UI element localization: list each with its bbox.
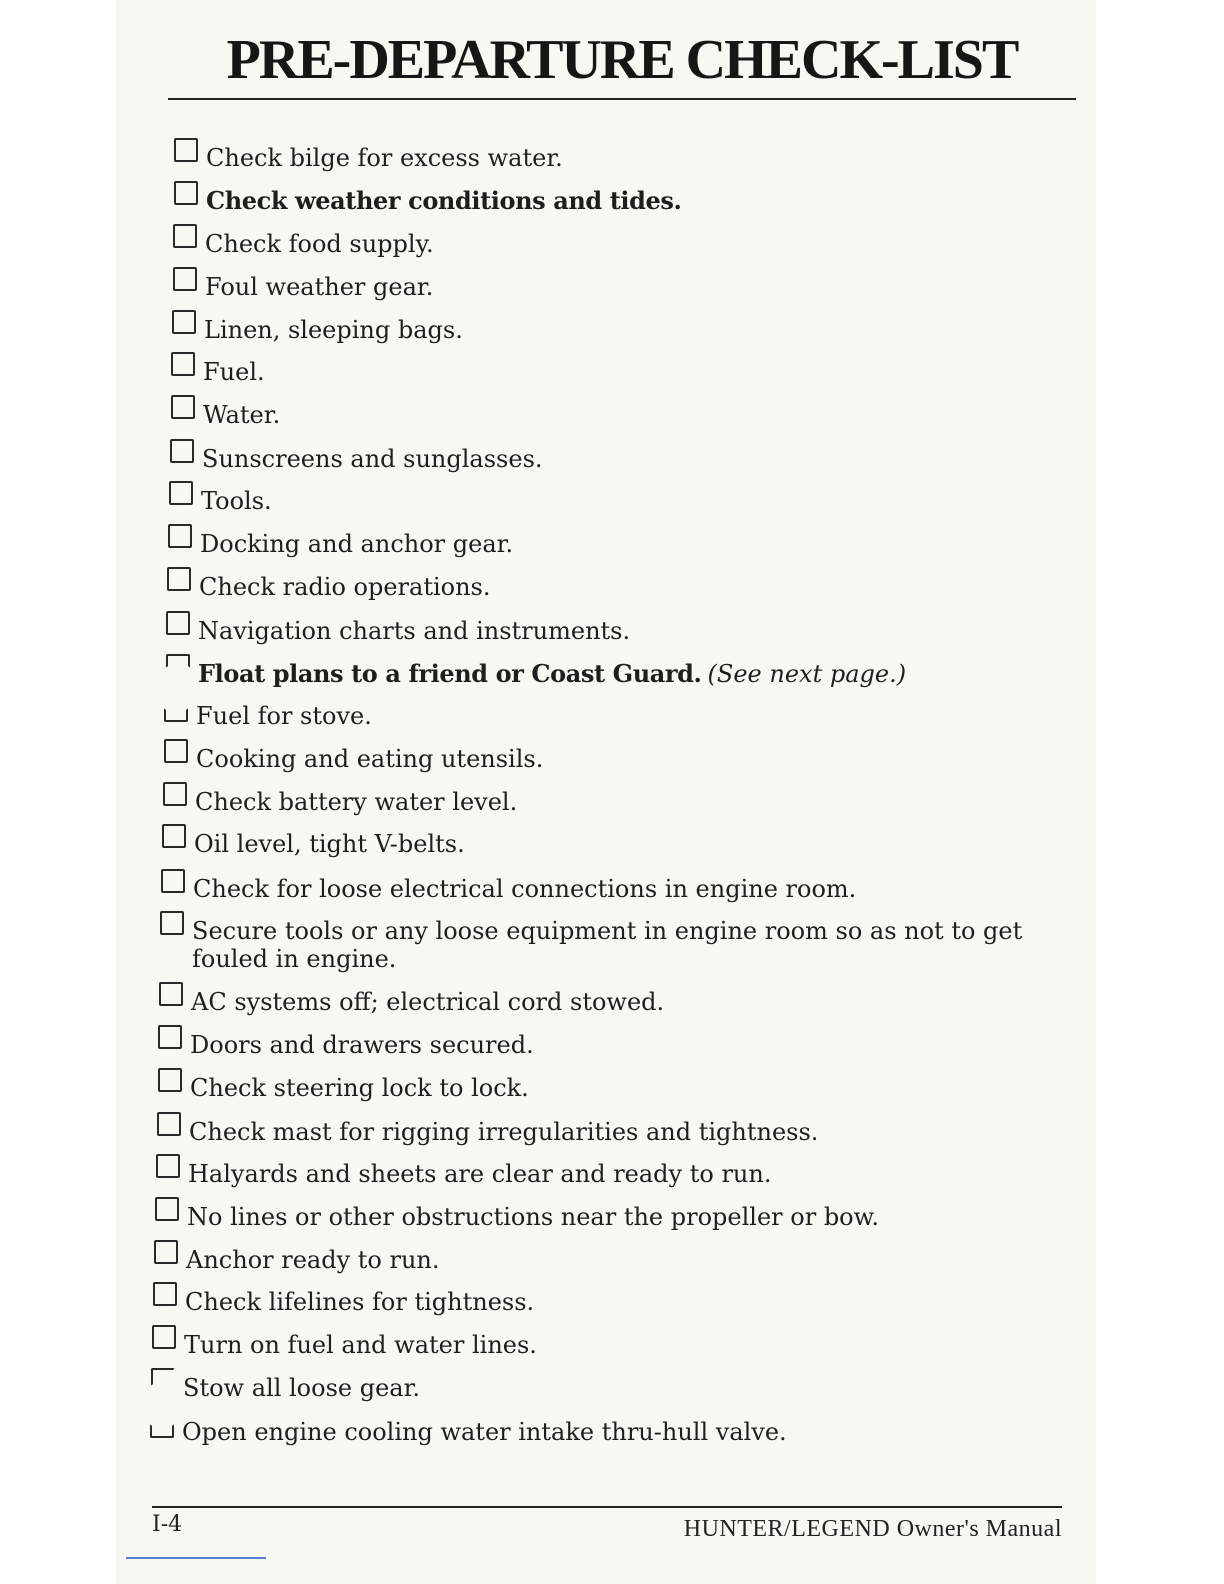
item-label: Check bilge for excess water. xyxy=(206,144,563,172)
item-label: Check steering lock to lock. xyxy=(190,1074,529,1102)
item-label: Cooking and eating utensils. xyxy=(196,745,544,773)
checkbox-icon[interactable] xyxy=(173,224,197,248)
item-label: Check lifelines for tightness. xyxy=(185,1288,535,1316)
item-label: Fuel for stove. xyxy=(196,702,372,730)
item-label: Foul weather gear. xyxy=(205,273,434,301)
checkbox-icon[interactable] xyxy=(171,352,195,376)
checklist-item xyxy=(158,1074,529,1102)
item-label: Water. xyxy=(203,401,281,429)
item-label: Anchor ready to run. xyxy=(186,1246,440,1274)
checkbox-icon[interactable] xyxy=(164,739,188,763)
blue-underline xyxy=(126,1557,266,1559)
checklist-item xyxy=(166,617,630,645)
checklist xyxy=(116,0,1096,1480)
checklist-item xyxy=(157,1118,818,1146)
checkbox-icon[interactable] xyxy=(163,782,187,806)
checkbox-icon[interactable] xyxy=(172,310,196,334)
checkbox-icon[interactable] xyxy=(174,138,198,162)
checkbox-icon[interactable] xyxy=(174,181,198,205)
checkbox-icon[interactable] xyxy=(171,395,195,419)
checkbox-icon[interactable] xyxy=(154,1240,178,1264)
item-label: Check weather conditions and tides. xyxy=(206,186,682,215)
manual-page xyxy=(116,0,1096,1584)
checkbox-icon[interactable] xyxy=(160,911,184,935)
checklist-item xyxy=(172,316,463,344)
checklist-item xyxy=(174,144,563,172)
item-note: (See next page.) xyxy=(707,660,907,688)
checkbox-icon[interactable] xyxy=(155,1197,179,1221)
item-label: AC systems off; electrical cord stowed. xyxy=(191,988,665,1016)
checklist-item xyxy=(171,358,265,386)
footer-rule xyxy=(152,1506,1062,1508)
checklist-item xyxy=(152,1331,537,1359)
item-label: Doors and drawers secured. xyxy=(190,1031,534,1059)
item-label: Turn on fuel and water lines. xyxy=(184,1331,537,1359)
checklist-item xyxy=(173,273,433,301)
item-label: Check radio operations. xyxy=(199,573,491,601)
checkbox-icon[interactable] xyxy=(153,1282,177,1306)
checklist-item xyxy=(161,875,856,903)
item-label: Check battery water level. xyxy=(195,788,518,816)
checklist-item xyxy=(169,487,272,515)
item-label: Linen, sleeping bags. xyxy=(204,316,463,344)
item-label: Docking and anchor gear. xyxy=(200,530,514,558)
item-label: Stow all loose gear. xyxy=(183,1374,421,1402)
checkbox-icon[interactable] xyxy=(161,869,185,893)
item-label: Secure tools or any loose equipment in engine room so as not to get fouled in engine. xyxy=(192,917,1023,973)
item-label: Navigation charts and instruments. xyxy=(198,617,631,645)
checkbox-icon[interactable] xyxy=(167,567,191,591)
checklist-item xyxy=(160,917,1050,973)
item-label: Check for loose electrical connections in engine room. xyxy=(193,875,857,903)
item-label: Float plans to a friend or Coast Guard. xyxy=(198,659,702,688)
item-label: Fuel. xyxy=(203,358,265,386)
checklist-item xyxy=(171,401,280,429)
item-label: No lines or other obstructions near the propeller or bow. xyxy=(187,1203,879,1231)
checklist-item xyxy=(162,830,465,858)
item-label: Oil level, tight V-belts. xyxy=(194,830,465,858)
checkbox-icon[interactable] xyxy=(162,824,186,848)
checklist-item xyxy=(168,530,513,558)
checkbox-icon[interactable] xyxy=(157,1112,181,1136)
checklist-item xyxy=(170,445,543,473)
checkbox-icon[interactable] xyxy=(170,439,194,463)
checkbox-icon[interactable] xyxy=(164,708,188,722)
checklist-item xyxy=(163,788,517,816)
checkbox-icon[interactable] xyxy=(150,1424,174,1438)
item-label: Sunscreens and sunglasses. xyxy=(202,445,543,473)
checklist-item xyxy=(155,1203,879,1231)
checklist-item xyxy=(174,187,681,215)
checklist-item xyxy=(156,1160,771,1188)
manual-title: HUNTER/LEGEND Owner's Manual xyxy=(683,1516,1062,1542)
checklist-item xyxy=(154,1246,440,1274)
checkbox-icon[interactable] xyxy=(158,1068,182,1092)
checkbox-icon[interactable] xyxy=(168,524,192,548)
checkbox-icon[interactable] xyxy=(156,1154,180,1178)
checkbox-icon[interactable] xyxy=(169,481,193,505)
checkbox-icon[interactable] xyxy=(152,1325,176,1349)
item-label: Check mast for rigging irregularities and tightness. xyxy=(189,1118,819,1146)
item-label: Open engine cooling water intake thru-hull valve. xyxy=(182,1418,787,1446)
checklist-item xyxy=(164,702,372,730)
checkbox-icon[interactable] xyxy=(166,611,190,635)
checkbox-icon[interactable] xyxy=(173,267,197,291)
checkbox-icon[interactable] xyxy=(158,1025,182,1049)
checkbox-icon[interactable] xyxy=(151,1368,175,1386)
item-label: Tools. xyxy=(201,487,272,515)
checklist-item xyxy=(150,1418,787,1446)
checklist-item xyxy=(167,573,491,601)
item-label: Check food supply. xyxy=(205,230,434,258)
checklist-item xyxy=(164,745,543,773)
checklist-item xyxy=(166,660,906,688)
page-title: PRE-DEPARTURE CHECK-LIST xyxy=(226,29,1018,91)
checklist-item xyxy=(159,988,664,1016)
checklist-item xyxy=(153,1288,534,1316)
item-label: Halyards and sheets are clear and ready to run. xyxy=(188,1160,772,1188)
checklist-item xyxy=(151,1374,420,1402)
checkbox-icon[interactable] xyxy=(159,982,183,1006)
checklist-item xyxy=(158,1031,534,1059)
checkbox-icon[interactable] xyxy=(166,654,190,668)
page-number: I-4 xyxy=(152,1512,183,1537)
checklist-item xyxy=(173,230,434,258)
